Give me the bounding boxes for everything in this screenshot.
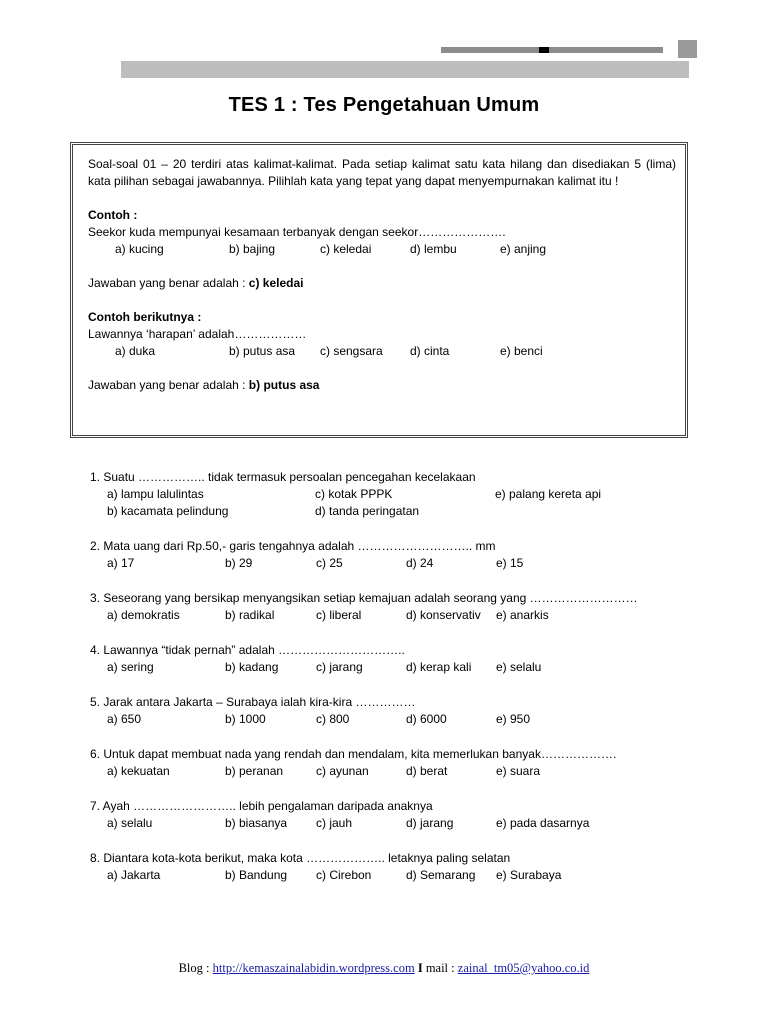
option: d) Semarang (406, 868, 476, 882)
option-row (90, 555, 690, 572)
question-list (90, 469, 690, 902)
example-option: c) keledai (320, 242, 372, 256)
question-7 (90, 798, 690, 832)
option: d) konservativ (406, 608, 481, 622)
option: d) jarang (406, 816, 454, 830)
mail-label: mail : (425, 961, 458, 975)
example-option: d) lembu (410, 242, 457, 256)
question-4 (90, 642, 690, 676)
option: c) Cirebon (316, 868, 372, 882)
option: c) jauh (316, 816, 353, 830)
option: c) ayunan (316, 764, 369, 778)
example-option: a) duka (115, 344, 156, 358)
option: d) tanda peringatan (315, 504, 420, 518)
header-decoration-square (678, 40, 697, 58)
option: d) 6000 (406, 712, 447, 726)
option: c) jarang (316, 660, 363, 674)
option: e) suara (496, 764, 541, 778)
option: c) liberal (316, 608, 362, 622)
mail-link[interactable]: zainal_tm05@yahoo.co.id (457, 961, 590, 975)
option: e) pada dasarnya (496, 816, 590, 830)
question-1 (90, 469, 690, 520)
option: b) biasanya (225, 816, 288, 830)
header-decoration-marker (539, 47, 549, 53)
option: a) demokratis (107, 608, 180, 622)
option: a) 650 (107, 712, 142, 726)
example-option: e) anjing (500, 242, 547, 256)
option-row (90, 815, 690, 832)
option: a) 17 (107, 556, 135, 570)
option: e) palang kereta api (495, 487, 602, 501)
option: a) lampu lalulintas (107, 487, 204, 501)
question-text: 8. Diantara kota-kota berikut, maka kota ……………….. letaknya paling selatan (90, 851, 511, 865)
option: a) selalu (107, 816, 153, 830)
option: b) kacamata pelindung (107, 504, 229, 518)
example-options (88, 343, 676, 360)
example-option: b) putus asa (229, 344, 296, 358)
instructions-text: Soal-soal 01 – 20 terdiri atas kalimat-kalimat. Pada setiap kalimat satu kata hilang dan disediakan 5 (lima) kata pilihan sebagai jawabannya. Pilihlah kata yang tepat yang dapat menyempurnakan kalimat itu ! (88, 157, 676, 188)
option: b) Bandung (225, 868, 288, 882)
option-row (90, 867, 690, 884)
question-text: 4. Lawannya “tidak pernah” adalah ………………………….. (90, 643, 405, 657)
option: b) 29 (225, 556, 253, 570)
example-answer-value: b) putus asa (248, 378, 320, 392)
question-5 (90, 694, 690, 728)
option: d) 24 (406, 556, 434, 570)
option: e) 15 (496, 556, 524, 570)
example-answer: Jawaban yang benar adalah : b) putus asa (88, 378, 320, 392)
option: b) kadang (225, 660, 279, 674)
option-row (90, 607, 690, 624)
example-option: a) kucing (115, 242, 164, 256)
option: a) sering (107, 660, 154, 674)
option-row (90, 659, 690, 676)
option-row (90, 503, 690, 520)
question-text: 6. Untuk dapat membuat nada yang rendah dan mendalam, kita memerlukan banyak………………. (90, 747, 617, 761)
header-decoration-bar (441, 47, 663, 53)
question-2 (90, 538, 690, 572)
option: a) Jakarta (107, 868, 161, 882)
page-title: TES 1 : Tes Pengetahuan Umum (228, 94, 540, 116)
option: d) berat (406, 764, 448, 778)
example-options (88, 241, 676, 258)
example-heading: Contoh berikutnya : (88, 310, 202, 324)
example-option: b) bajing (229, 242, 276, 256)
option-row (90, 763, 690, 780)
example-sentence: Lawannya ‘harapan’ adalah……………… (88, 327, 307, 341)
question-6 (90, 746, 690, 780)
example-heading: Contoh : (88, 208, 138, 222)
example-answer-value: c) keledai (248, 276, 304, 290)
option-row (90, 711, 690, 728)
option: b) peranan (225, 764, 284, 778)
question-text: 7. Ayah …………………….. lebih pengalaman daripada anaknya (90, 799, 433, 813)
example-option: c) sengsara (320, 344, 383, 358)
header-band (121, 61, 689, 78)
question-8 (90, 850, 690, 884)
example-answer: Jawaban yang benar adalah : c) keledai (88, 276, 304, 290)
question-text: 3. Seseorang yang bersikap menyangsikan setiap kemajuan adalah seorang yang ……………………… (90, 591, 638, 605)
option: e) anarkis (496, 608, 549, 622)
question-text: 2. Mata uang dari Rp.50,- garis tengahnya adalah ……………………….. mm (90, 539, 496, 553)
option: b) radikal (225, 608, 275, 622)
option: d) kerap kali (406, 660, 472, 674)
question-text: 5. Jarak antara Jakarta – Surabaya ialah kira-kira …………… (90, 695, 416, 709)
blog-label: Blog : (178, 961, 213, 975)
option: e) 950 (496, 712, 531, 726)
option: a) kekuatan (107, 764, 170, 778)
option-row (90, 486, 690, 503)
option: c) 800 (316, 712, 350, 726)
question-text: 1. Suatu …………….. tidak termasuk persoalan pencegahan kecelakaan (90, 470, 476, 484)
question-3 (90, 590, 690, 624)
option: e) selalu (496, 660, 542, 674)
page-footer (0, 961, 768, 976)
option: e) Surabaya (496, 868, 562, 882)
blog-link[interactable]: http://kemaszainalabidin.wordpress.com (212, 961, 415, 975)
example-sentence: Seekor kuda mempunyai kesamaan terbanyak dengan seekor…………………. (88, 225, 506, 239)
instructions-box (70, 142, 688, 438)
option: c) 25 (316, 556, 343, 570)
option: c) kotak PPPK (315, 487, 393, 501)
option: b) 1000 (225, 712, 266, 726)
example-option: d) cinta (410, 344, 450, 358)
footer-separator: I (414, 961, 426, 975)
example-option: e) benci (500, 344, 543, 358)
